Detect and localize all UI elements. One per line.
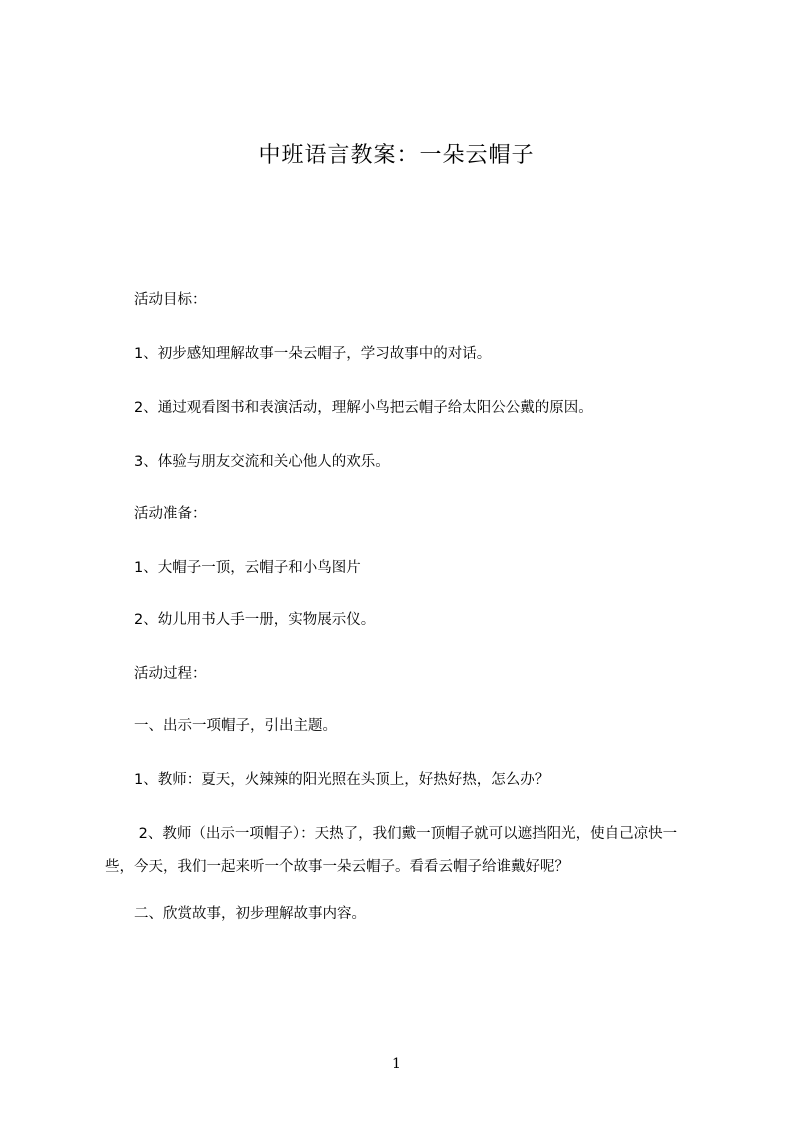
paragraph-prep-heading: 活动准备： [105,506,207,522]
paragraph-goal-2: 2、通过观看图书和表演活动，理解小鸟把云帽子给太阳公公戴的原因。 [105,400,593,416]
paragraph-goal-1: 1、初步感知理解故事一朵云帽子，学习故事中的对话。 [105,346,492,362]
paragraph-goals-heading: 活动目标： [105,292,207,308]
paragraph-prep-2: 2、幼儿用书人手一册，实物展示仪。 [105,612,376,628]
paragraph-process-heading: 活动过程： [105,666,207,682]
document-title: 中班语言教案：一朵云帽子 [258,143,535,168]
page-number: 1 [392,1056,401,1072]
paragraph-prep-1: 1、大帽子一顶，云帽子和小鸟图片 [105,560,361,576]
paragraph-step-one-2: 2、教师（出示一项帽子）：天热了，我们戴一顶帽子就可以遮挡阳光，使自己凉快一些，今天，我们一起来听一个故事一朵云帽子。看看云帽子给谁戴好呢？ [105,826,678,875]
paragraph-step-one-1: 1、教师：夏天，火辣辣的阳光照在头顶上，好热好热，怎么办？ [105,772,550,788]
paragraph-step-two: 二、欣赏故事，初步理解故事内容。 [105,906,366,922]
paragraph-goal-3: 3、体验与朋友交流和关心他人的欢乐。 [105,454,390,470]
paragraph-step-one: 一、出示一项帽子，引出主题。 [105,718,337,734]
